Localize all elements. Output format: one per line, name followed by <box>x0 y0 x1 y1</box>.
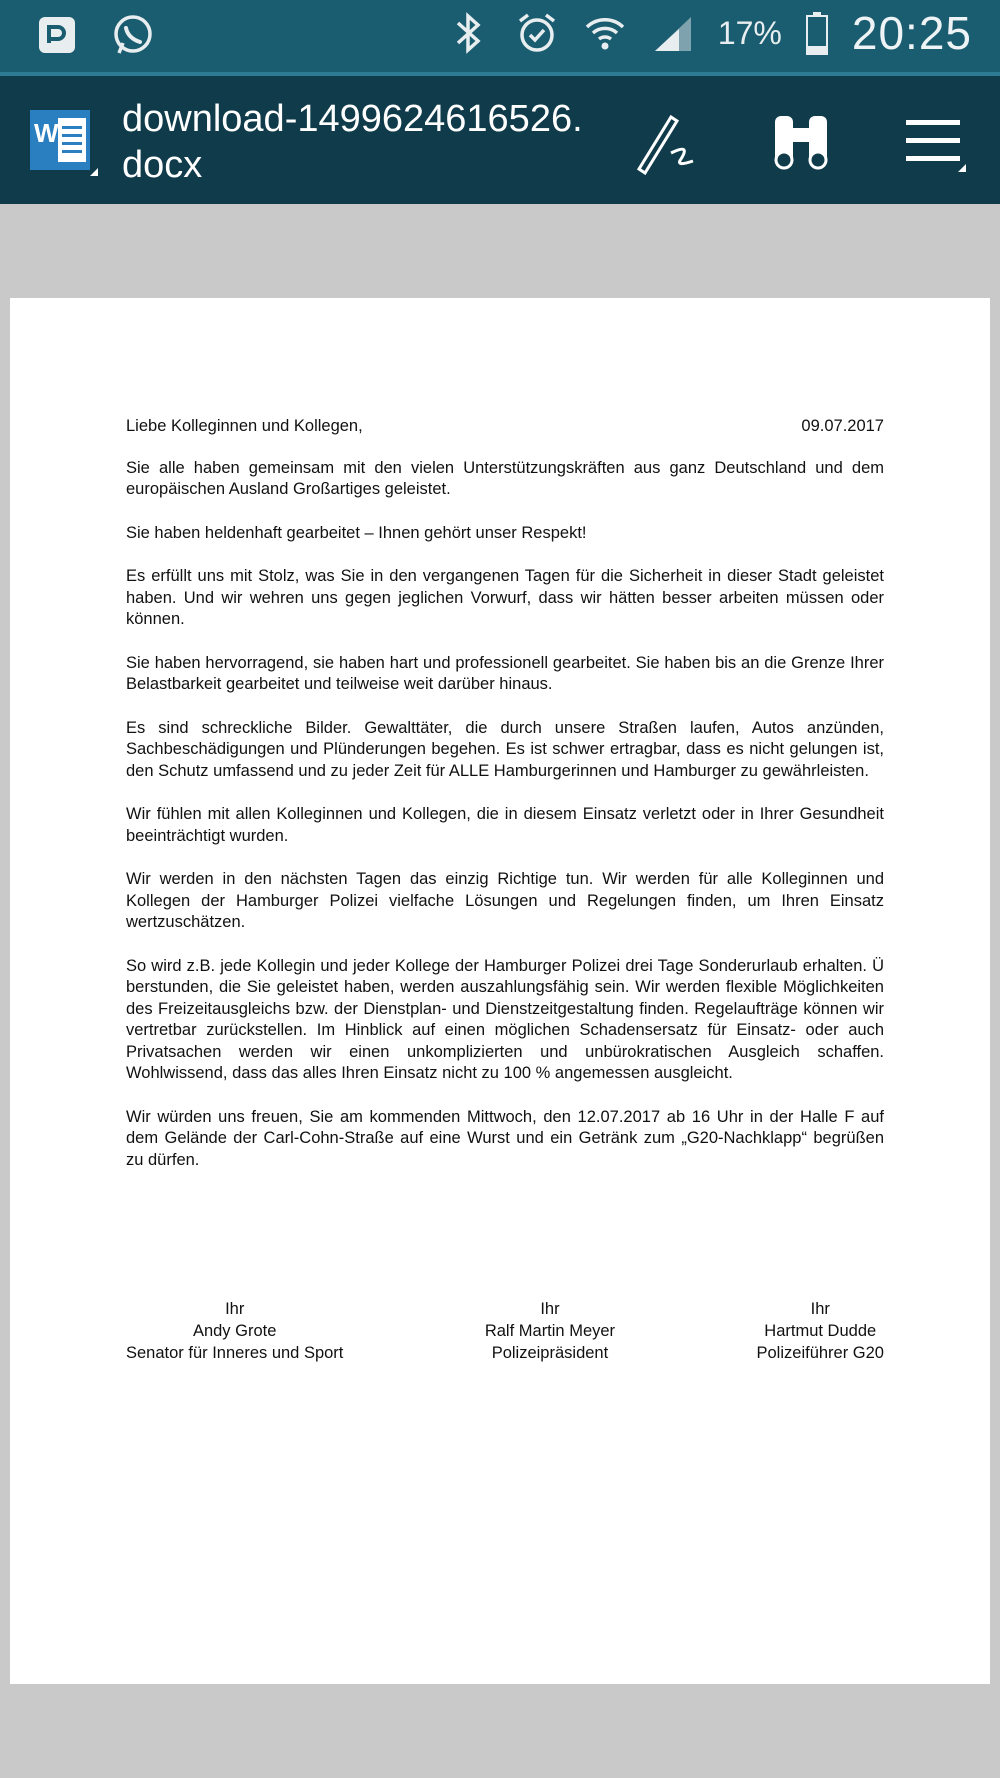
paragraph: Es sind schreckliche Bilder. Gewalttäter, die durch unsere Straßen laufen, Autos anzünden, Sachbeschädigungen und Plünderungen begehen. Es ist schwer ertragbar, dass es nicht gelungen ist, den Schutz umfassend und zu jeder Zeit für ALLE Hamburgerinnen und Hamburger zu gewährleisten. <box>126 718 884 780</box>
paragraph: Sie alle haben gemeinsam mit den vielen Unterstützungskräften aus ganz Deutschland und dem europäischen Ausland Großartiges geleistet. <box>126 458 884 498</box>
paragraph: Es erfüllt uns mit Stolz, was Sie in den vergangenen Tagen für die Sicherheit in dieser Stadt geleistet haben. Und wir wehren uns gegen jeglichen Vorwurf, dass wir hätten besser arbeiten müssen oder können. <box>126 567 884 628</box>
battery-icon <box>804 10 830 56</box>
paragraph: So wird z.B. jede Kollegin und jeder Kollege der Hamburger Polizei drei Tage Sonderurlaub erhalten. Ü berstunden, die Sie geleistet haben, werden auszahlungsfähig sein. Wir werden flexible Möglichkeiten des Freizeitausgleichs bzw. der Dienstplan- und Dienstzeitgestaltung finden. Regelaufträge können wir vertretbar zurückstellen. Im Hinblick auf einen möglichen Schadensersatz für Einsatz- oder auch Privatsachen werden wir einen unkomplizierten und unbürokratischen Ausgleich schaffen. Wohlwissend, dass das alles Ihren Einsatz nicht zu 100 % angemessen ausgleicht. <box>126 956 884 1082</box>
status-bar <box>0 0 1000 72</box>
bluetooth-icon <box>446 10 492 56</box>
word-icon[interactable] <box>28 106 100 178</box>
pocket-icon[interactable] <box>34 12 80 58</box>
signature-name: Ralf Martin Meyer <box>484 1322 616 1340</box>
greeting: Liebe Kolleginnen und Kollegen, <box>126 417 363 435</box>
edit-pen-icon[interactable] <box>630 106 702 178</box>
app-toolbar <box>0 72 1000 204</box>
signature-name: Andy Grote <box>192 1322 277 1340</box>
wifi-icon <box>582 10 628 56</box>
svg-text:W: W <box>34 118 59 148</box>
signature-title: Senator für Inneres und Sport <box>126 1344 344 1362</box>
binoculars-search-icon[interactable] <box>765 106 837 178</box>
signal-icon <box>650 10 696 56</box>
battery-percent: 17% <box>717 14 782 51</box>
signature-title: Polizeipräsident <box>491 1344 609 1362</box>
paragraph: Sie haben hervorragend, sie haben hart und professionell gearbeitet. Sie haben bis an die Grenze Ihrer Belastbarkeit gearbeitet und teilweise weit darüber hinaus. <box>126 653 884 693</box>
clock: 20:25 <box>851 7 972 59</box>
document-body <box>126 416 884 1193</box>
letter-date: 09.07.2017 <box>801 417 884 435</box>
signature-title: Polizeiführer G20 <box>756 1344 884 1362</box>
whatsapp-icon[interactable] <box>110 12 156 58</box>
signature-name: Hartmut Dudde <box>764 1322 877 1340</box>
menu-icon[interactable] <box>898 106 970 178</box>
document-page[interactable] <box>10 298 990 1684</box>
document-filename: download-1499624616526.docx <box>122 98 583 186</box>
signature-block <box>485 1298 615 1364</box>
signature-block <box>757 1298 884 1364</box>
paragraph: Wir würden uns freuen, Sie am kommenden Mittwoch, den 12.07.2017 ab 16 Uhr in der Halle F auf dem Gelände der Carl-Cohn-Straße auf eine Wurst und ein Getränk zum „G20-Nachklapp“ begrüßen zu dürfen. <box>126 1107 884 1169</box>
paragraph: Wir werden in den nächsten Tagen das einzig Richtige tun. Wir werden für alle Kolleginnen und Kollegen der Hamburger Polizei vielfache Lösungen und Regelungen finden, um Ihren Einsatz wertzuschätzen. <box>126 870 884 931</box>
signature-block <box>126 1298 343 1364</box>
signature-prefix: Ihr <box>225 1300 245 1318</box>
signature-prefix: Ihr <box>540 1300 560 1318</box>
paragraph: Sie haben heldenhaft gearbeitet – Ihnen gehört unser Respekt! <box>126 523 587 542</box>
alarm-icon <box>514 10 560 56</box>
signature-prefix: Ihr <box>810 1300 830 1318</box>
signature-row <box>126 1298 884 1364</box>
paragraph: Wir fühlen mit allen Kolleginnen und Kollegen, die in diesem Einsatz verletzt oder in Ihrer Gesundheit beeinträchtigt wurden. <box>126 805 884 845</box>
